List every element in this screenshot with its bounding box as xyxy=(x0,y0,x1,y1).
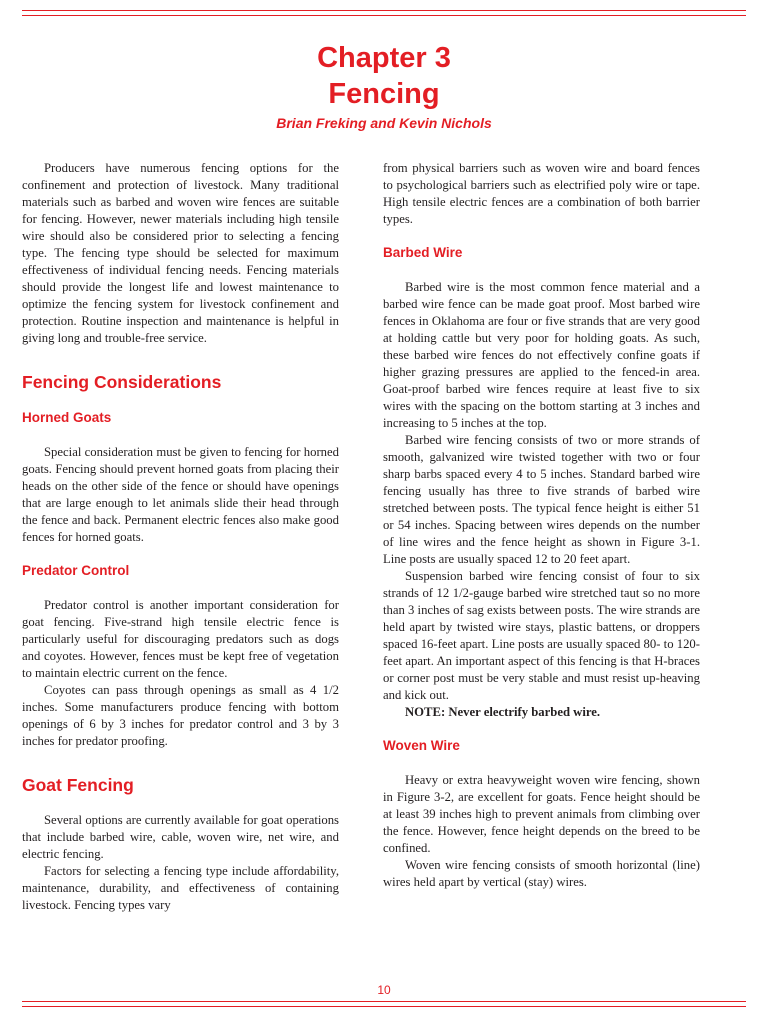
note: NOTE: Never electrify barbed wire. xyxy=(405,705,601,719)
paragraph-continued: from physical barriers such as woven wire and board fences to psychological barriers such as electrified poly wire or tape. High tensile electric fences are a combination of both barrier types. xyxy=(383,161,700,226)
chapter-title: Fencing xyxy=(328,78,440,110)
bottom-rule-outer xyxy=(22,1001,746,1002)
subsection-heading-horned-goats: Horned Goats xyxy=(22,410,112,425)
authors: Brian Freking and Kevin Nichols xyxy=(276,115,492,131)
paragraph: Barbed wire is the most common fence material and a barbed wire fence can be made goat proof. Most barbed wire fences in Oklahoma are four or five strands that are very good at holding cattle but very poor for holding goats. As such, these barbed wire fences do not effectively confine goats if higher grazing pressures are applied to the fenced-in area. Goat-proof barbed wire fences require at least five to six wires with the spacing on the bottom starting at 3 inches and increasing to 5 inches at the top. xyxy=(383,280,700,430)
left-column xyxy=(22,160,339,984)
page-number: 10 xyxy=(377,983,391,997)
section-heading-goat-fencing: Goat Fencing xyxy=(22,775,134,795)
subsection-heading-barbed-wire: Barbed Wire xyxy=(383,245,463,260)
right-column xyxy=(383,160,700,984)
top-rule-outer xyxy=(22,10,746,11)
paragraph: Suspension barbed wire fencing consist of four to six strands of 12 1/2-gauge barbed wire stretched taut so no more than 3 inches of sag exists between posts. The wire strands are held apart by twisted wire stays, plastic battens, or droppers spaced 16-feet apart. Line posts are usually spaced 80- to 120-feet apart. An important aspect of this fencing is that H-braces or corner post must be very stable and must resist up-heaving and kick out. xyxy=(383,569,700,702)
paragraph: Several options are currently available for goat operations that include barbed wire, cable, woven wire, net wire, and electric fencing. xyxy=(22,813,339,861)
top-rule-inner xyxy=(22,15,746,16)
paragraph: Special consideration must be given to fencing for horned goats. Fencing should prevent horned goats from placing their heads on the other side of the fence or should have openings that are large enough to let animals slide their head through the fence and back. Permanent electric fences also make good fences for horned goats. xyxy=(22,445,339,544)
paragraph: Barbed wire fencing consists of two or more strands of smooth, galvanized wire twisted together with two or four sharp barbs spaced every 4 to 5 inches. Standard barbed wire fencing usually has three to five strands of barbed wire stretched between posts. The typical fence height is either 51 or 54 inches. Spacing between wires depends on the number of line wires and the fence height as shown in Figure 3-1. Line posts are usually spaced 12 to 20 feet apart. xyxy=(383,433,700,566)
paragraph: Woven wire fencing consists of smooth horizontal (line) wires held apart by vertical (stay) wires. xyxy=(383,858,700,889)
bottom-rule-inner xyxy=(22,1006,746,1007)
intro-paragraph: Producers have numerous fencing options for the confinement and protection of livestock. Many traditional materials such as barbed and woven wire fences are suitable for fencing. However, newer materials including high tensile wire should also be considered prior to selecting a fencing type. The fencing type should be selected for maximum effectiveness of individual fencing needs. Fencing materials should provide the longest life and lowest maintenance to optimize the fencing system for livestock confinement and protection. Routine inspection and maintenance is helpful in giving long and trouble-free service. xyxy=(22,161,339,345)
paragraph: Predator control is another important consideration for goat fencing. Five-strand high tensile electric fence is particularly useful for discouraging predators such as dogs and coyotes. However, fences must be kept free of vegetation to maintain electric current on the fence. xyxy=(22,598,339,680)
paragraph: Heavy or extra heavyweight woven wire fencing, shown in Figure 3-2, are excellent for goats. Fence height should be at least 39 inches high to prevent animals from climbing over the fence. However, fence height depends on the breed to be confined. xyxy=(383,773,700,855)
chapter-header xyxy=(0,40,768,132)
subsection-heading-predator-control: Predator Control xyxy=(22,563,130,578)
chapter-label: Chapter 3 xyxy=(317,42,451,74)
paragraph: Coyotes can pass through openings as small as 4 1/2 inches. Some manufacturers produce fencing with bottom openings of 6 by 3 inches for predator control and 3 by 3 inches for predator proofing. xyxy=(22,683,339,748)
section-heading-fencing-considerations: Fencing Considerations xyxy=(22,372,222,392)
paragraph: Factors for selecting a fencing type include affordability, maintenance, durability, and effectiveness of containing livestock. Fencing types vary xyxy=(22,864,339,912)
subsection-heading-woven-wire: Woven Wire xyxy=(383,738,460,753)
